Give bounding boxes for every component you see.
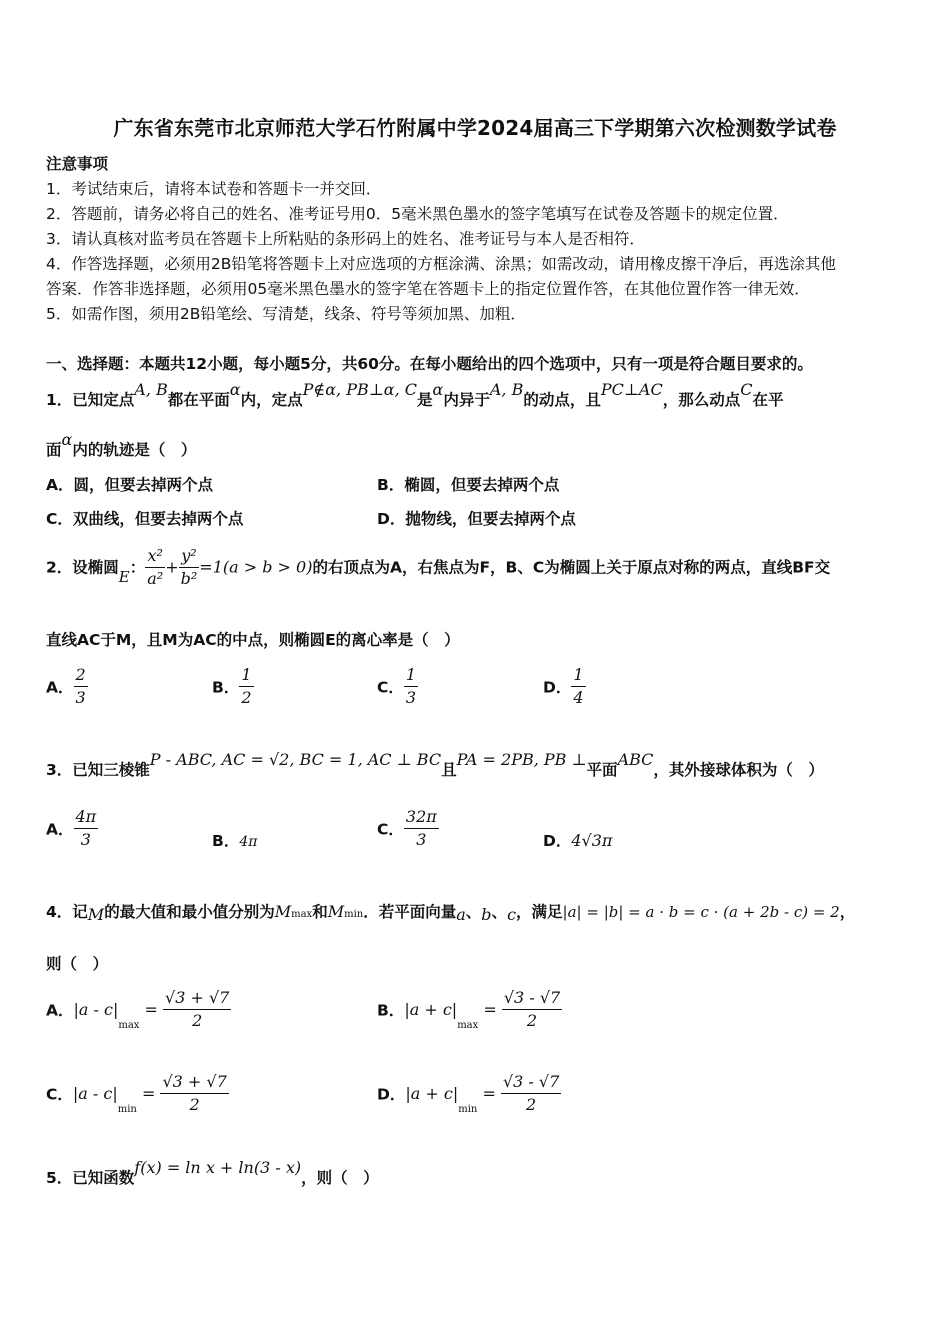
- exam-title: 广东省东莞市北京师范大学石竹附属中学2024届高三下学期第六次检测数学试卷: [113, 116, 837, 140]
- notice-item: 1．考试结束后，请将本试卷和答题卡一并交回．: [46, 180, 382, 198]
- question-1-stem: 1．已知定点A, B都在平面α内，定点P∉α, PB⊥α, C是α内异于A, B的动点，且PC⊥AC，那么动点C在平: [46, 380, 784, 409]
- question-1-stem-cont: 面α内的轨迹是（ ）: [46, 430, 197, 459]
- question-2-stem: 2．设椭圆E： $\frac{\text{x²}}{\text{a²}}$ + $\frac{\text{y²}}{\text{b²}}$ =1(a > b > 0)的右顶点为A，右焦点为F，B、C为椭圆上关于原点对称的两点，直线BF交: [46, 546, 831, 588]
- question-2-option-a: A． $\frac{2}{3}$: [46, 665, 86, 707]
- question-2-option-d: D． $\frac{1}{4}$: [543, 665, 584, 707]
- question-1-option-c: C．双曲线，但要去掉两个点: [46, 510, 244, 528]
- question-3-option-a: A． $\frac{4\pi}{3}$: [46, 807, 97, 849]
- question-4-stem: 4．记M的最大值和最小值分别为Mmax和Mmin．若平面向量a、b、c，满足|a| = |b| = a · b = c · (a + 2b - c) = 2，: [46, 902, 856, 924]
- question-3-option-d: D．4√3π: [543, 831, 613, 850]
- ellipse-fraction-x: $\frac{\text{x²}}{\text{a²}}$: [147, 546, 164, 588]
- notice-item: 5．如需作图，须用2B铅笔绘、写清楚，线条、符号等须加黑、加粗．: [46, 305, 526, 323]
- question-3-option-b: B．4π: [212, 832, 258, 850]
- notice-item: 4．作答选择题，必须用2B铅笔将答题卡上对应选项的方框涂满、涂黑；如需改动，请用橡皮擦干净后，再选涂其他: [46, 255, 836, 273]
- question-4-stem-cont: 则（ ）: [46, 955, 109, 973]
- question-2-stem-cont: 直线AC于M，且M为AC的中点，则椭圆E的离心率是（ ）: [46, 631, 460, 649]
- section-heading: 一、选择题：本题共12小题，每小题5分，共60分。在每小题给出的四个选项中，只有一项是符合题目要求的。: [46, 355, 813, 373]
- notice-heading: 注意事项: [46, 155, 109, 173]
- notice-item: 2．答题前，请务必将自己的姓名、准考证号用0．5毫米黑色墨水的签字笔填写在试卷及答题卡的规定位置．: [46, 205, 789, 223]
- question-4-option-c: C．$|a - c|_{min}$ = $\frac{√3 + √7}{2}$: [46, 1072, 227, 1115]
- question-4-option-a: A．$|a - c|_{max}$ = $\frac{√3 + √7}{2}$: [46, 988, 230, 1031]
- question-5-stem: 5．已知函数f(x) = ln x + ln(3 - x)，则（ ）: [46, 1158, 379, 1187]
- question-1-option-a: A．圆，但要去掉两个点: [46, 476, 213, 494]
- question-3-stem: 3．已知三棱锥P - ABC, AC = √2, BC = 1, AC ⊥ BC且PA = 2PB, PB ⊥平面ABC，其外接球体积为（ ）: [46, 750, 824, 779]
- question-2-option-b: B． $\frac{1}{2}$: [212, 665, 252, 707]
- notice-item: 3．请认真核对监考员在答题卡上所粘贴的条形码上的姓名、准考证号与本人是否相符．: [46, 230, 645, 248]
- notice-item: 答案．作答非选择题，必须用05毫米黑色墨水的签字笔在答题卡上的指定位置作答，在其他位置作答一律无效．: [46, 280, 810, 298]
- ellipse-fraction-y: $\frac{\text{y²}}{\text{b²}}$: [180, 546, 198, 588]
- question-4-option-d: D．$|a + c|_{min}$ = $\frac{√3 - √7}{2}$: [377, 1072, 560, 1115]
- question-2-option-c: C． $\frac{1}{3}$: [377, 665, 417, 707]
- question-3-option-c: C． $\frac{32\pi}{3}$: [377, 807, 437, 849]
- question-4-option-b: B．$|a + c|_{max}$ = $\frac{√3 - √7}{2}$: [377, 988, 561, 1031]
- question-1-option-b: B．椭圆，但要去掉两个点: [377, 476, 560, 494]
- question-1-option-d: D．抛物线，但要去掉两个点: [377, 510, 576, 528]
